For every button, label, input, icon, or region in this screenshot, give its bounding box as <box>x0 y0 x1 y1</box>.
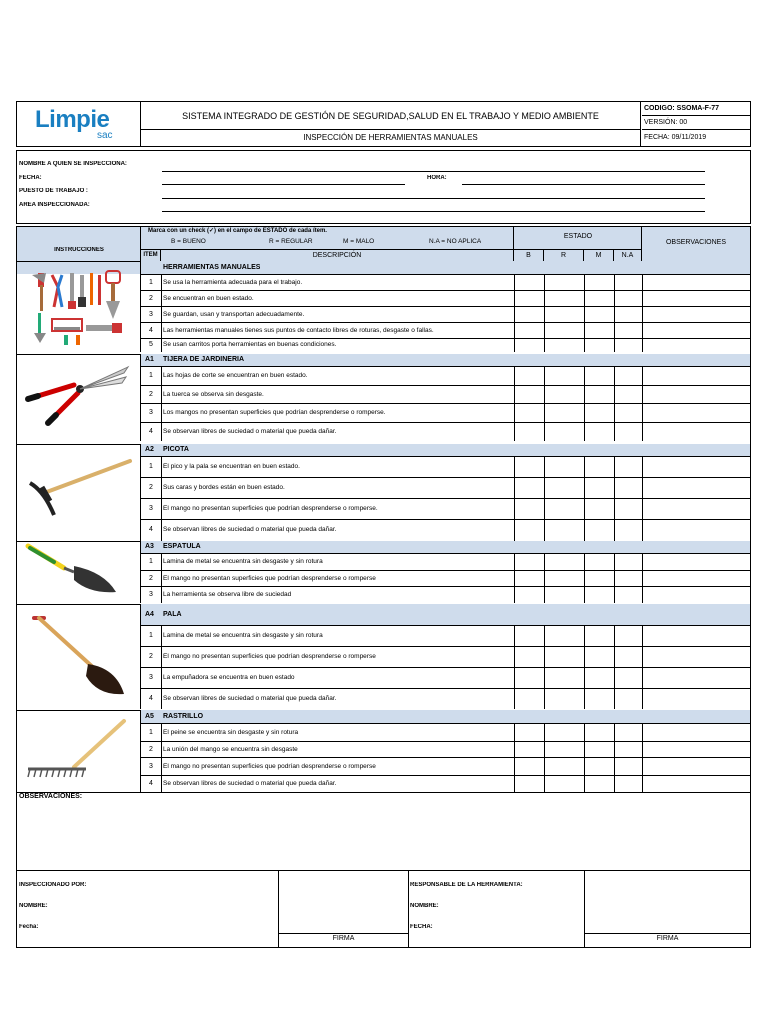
section-image-rake <box>17 710 141 793</box>
check-r[interactable] <box>544 499 584 520</box>
nombre2-label: NOMBRE: <box>410 903 439 909</box>
check-r[interactable] <box>544 404 584 423</box>
check-b[interactable] <box>514 742 544 758</box>
item-number: 1 <box>149 463 153 470</box>
observation-cell[interactable] <box>643 478 750 499</box>
section-code: A5 <box>145 712 154 720</box>
check-m[interactable] <box>584 457 614 478</box>
descripcion-header: DESCRIPCIÓN <box>161 250 514 261</box>
inspeccionado-label: INSPECCIONADO POR: <box>19 882 87 888</box>
section-image-hand-trowel <box>17 541 141 603</box>
check-b[interactable] <box>514 423 544 441</box>
observaciones-label: OBSERVACIONES <box>665 239 727 246</box>
item-number: 2 <box>149 574 153 582</box>
area-field[interactable] <box>162 211 705 212</box>
item-description: La herramienta se observa libre de suciedad <box>163 590 292 598</box>
section-code: A2 <box>145 446 154 453</box>
item-description: El pico y la pala se encuentran en buen estado. <box>163 463 300 470</box>
check-b[interactable] <box>514 457 544 478</box>
check-r[interactable] <box>544 742 584 758</box>
check-r[interactable] <box>544 668 584 689</box>
observaciones-box[interactable] <box>16 793 751 871</box>
check-na[interactable] <box>614 587 642 603</box>
check-r[interactable] <box>544 307 584 323</box>
item-number: 2 <box>149 745 153 753</box>
item-number: 2 <box>149 390 153 398</box>
legend-regular: R = REGULAR <box>269 238 313 245</box>
check-b[interactable] <box>514 275 544 291</box>
observation-cell[interactable] <box>643 275 750 291</box>
section-title-row <box>141 444 750 457</box>
check-b[interactable] <box>514 626 544 647</box>
observation-cell[interactable] <box>643 499 750 520</box>
check-na[interactable] <box>614 554 642 571</box>
observation-cell[interactable] <box>643 291 750 307</box>
section-image-hand-tools-set <box>17 261 141 352</box>
document-subtitle: INSPECCIÓN DE HERRAMIENTAS MANUALES <box>141 130 641 146</box>
item-description: Lamina de metal se encuentra sin desgaste y sin rotura <box>163 632 323 639</box>
item-number: 2 <box>149 484 153 491</box>
section-image-garden-shears <box>17 354 141 441</box>
check-b[interactable] <box>514 339 544 352</box>
check-b[interactable] <box>514 587 544 603</box>
item-number: 2 <box>149 294 153 302</box>
section-title-row <box>141 354 750 367</box>
legend-malo: M = MALO <box>343 238 375 245</box>
observation-cell[interactable] <box>643 587 750 603</box>
check-m[interactable] <box>584 291 614 307</box>
check-r[interactable] <box>544 457 584 478</box>
firma-2: FIRMA <box>656 935 679 942</box>
check-b[interactable] <box>514 323 544 339</box>
fecha-sign-label: Fecha: <box>19 924 39 930</box>
section-title: HERRAMIENTAS MANUALES <box>163 263 261 271</box>
item-description: Las hojas de corte se encuentran en buen estado. <box>163 372 308 379</box>
check-m[interactable] <box>584 386 614 404</box>
check-r[interactable] <box>544 339 584 352</box>
info-block <box>16 150 751 224</box>
check-na[interactable] <box>614 339 642 352</box>
check-m[interactable] <box>584 339 614 352</box>
item-number: 3 <box>149 409 153 416</box>
observation-cell[interactable] <box>643 367 750 386</box>
item-number: 4 <box>149 694 153 702</box>
observation-cell[interactable] <box>643 520 750 541</box>
item-number: 2 <box>149 653 153 660</box>
check-r[interactable] <box>544 291 584 307</box>
section-title-row <box>141 541 750 554</box>
check-r[interactable] <box>544 758 584 776</box>
check-na[interactable] <box>614 689 642 709</box>
item-number: 1 <box>149 632 153 639</box>
section-title-row <box>141 710 750 724</box>
check-na[interactable] <box>614 776 642 793</box>
check-b[interactable] <box>514 571 544 587</box>
item-description: La unión del mango se encuentra sin desgaste <box>163 745 298 753</box>
item-description: Se usan carritos porta herramientas en buenas condiciones. <box>163 341 337 348</box>
check-na[interactable] <box>614 742 642 758</box>
check-r[interactable] <box>544 423 584 441</box>
col-m-header: M <box>584 250 614 261</box>
inspection-table <box>16 226 751 793</box>
check-m[interactable] <box>584 571 614 587</box>
check-r[interactable] <box>544 275 584 291</box>
logo-sub: sac <box>97 130 113 141</box>
check-m[interactable] <box>584 478 614 499</box>
instructions-label: INSTRUCCIONES <box>54 247 104 253</box>
check-m[interactable] <box>584 668 614 689</box>
item-number: 1 <box>149 558 153 565</box>
signature-area-1[interactable] <box>279 871 408 933</box>
check-na[interactable] <box>614 571 642 587</box>
check-na[interactable] <box>614 386 642 404</box>
item-number: 3 <box>149 310 153 318</box>
check-na[interactable] <box>614 275 642 291</box>
logo-text: Limpie <box>35 106 110 133</box>
item-number: 1 <box>149 372 153 379</box>
nombre-sign-label: NOMBRE: <box>19 903 48 909</box>
document-code: CODIGO: SSOMA-F-77 <box>642 102 750 116</box>
check-m[interactable] <box>584 423 614 441</box>
fecha2-label: FECHA: <box>410 924 433 930</box>
observation-cell[interactable] <box>643 423 750 441</box>
check-m[interactable] <box>584 776 614 793</box>
check-m[interactable] <box>584 689 614 709</box>
check-na[interactable] <box>614 668 642 689</box>
check-m[interactable] <box>584 367 614 386</box>
observation-cell[interactable] <box>643 626 750 647</box>
section-image-pickaxe <box>17 444 141 541</box>
item-description: Se observan libres de suciedad o material que pueda dañar. <box>163 780 337 787</box>
check-m[interactable] <box>584 742 614 758</box>
fecha-field[interactable] <box>162 184 405 185</box>
section-title: ESPÁTULA <box>163 543 201 550</box>
section-title: RASTRILLO <box>163 712 204 720</box>
observation-cell[interactable] <box>643 404 750 423</box>
item-number: 4 <box>149 326 153 334</box>
check-na[interactable] <box>614 758 642 776</box>
nombre-field[interactable] <box>162 171 705 172</box>
check-na[interactable] <box>614 457 642 478</box>
item-description: Se guardan, usan y transportan adecuadamente. <box>163 310 305 318</box>
observation-cell[interactable] <box>643 776 750 793</box>
area-label: ÁREA INSPECCIONADA: <box>19 202 90 208</box>
check-b[interactable] <box>514 554 544 571</box>
observation-cell[interactable] <box>643 554 750 571</box>
check-m[interactable] <box>584 307 614 323</box>
check-m[interactable] <box>584 404 614 423</box>
firma-1: FIRMA <box>332 935 355 942</box>
section-title: TIJERA DE JARDINERIA <box>163 356 245 363</box>
hora-label: HORA: <box>427 175 447 181</box>
check-b[interactable] <box>514 776 544 793</box>
check-b[interactable] <box>514 724 544 742</box>
check-b[interactable] <box>514 668 544 689</box>
item-description: Lamina de metal se encuentra sin desgaste y sin rotura <box>163 558 323 565</box>
section-title-row <box>141 604 750 626</box>
item-description: El peine se encuentra sin desgaste y sin rotura <box>163 728 299 736</box>
item-description: La empuñadora se encuentra en buen estado <box>163 674 295 681</box>
puesto-field[interactable] <box>162 198 705 199</box>
check-m[interactable] <box>584 587 614 603</box>
responsable-label: RESPONSABLE DE LA HERRAMIENTA: <box>410 882 523 888</box>
check-na[interactable] <box>614 724 642 742</box>
observation-cell[interactable] <box>643 571 750 587</box>
section-code: A3 <box>145 543 154 550</box>
item-number: 4 <box>149 526 153 533</box>
item-description: Se observan libres de suciedad o material que pueda dañar. <box>163 694 337 702</box>
document-title: SISTEMA INTEGRADO DE GESTIÓN DE SEGURIDAD,SALUD EN EL TRABAJO Y MEDIO AMBIENTE <box>141 102 641 130</box>
check-m[interactable] <box>584 520 614 541</box>
item-number: 4 <box>149 427 153 435</box>
check-m[interactable] <box>584 554 614 571</box>
check-na[interactable] <box>614 499 642 520</box>
item-description: Se usa la herramienta adecuada para el trabajo. <box>163 278 303 286</box>
section-image-shovel <box>17 604 141 709</box>
observation-cell[interactable] <box>643 386 750 404</box>
check-m[interactable] <box>584 647 614 668</box>
item-number: 1 <box>149 728 153 736</box>
check-b[interactable] <box>514 291 544 307</box>
observation-cell[interactable] <box>643 339 750 352</box>
check-r[interactable] <box>544 647 584 668</box>
item-description: Sus caras y bordes están en buen estado. <box>163 484 285 491</box>
check-b[interactable] <box>514 386 544 404</box>
check-na[interactable] <box>614 478 642 499</box>
check-b[interactable] <box>514 499 544 520</box>
marca-note: Marca con un check (✓) en el campo de ESTADO de cada ítem. <box>148 228 327 234</box>
check-na[interactable] <box>614 323 642 339</box>
observation-cell[interactable] <box>643 323 750 339</box>
check-na[interactable] <box>614 291 642 307</box>
observation-cell[interactable] <box>643 307 750 323</box>
check-b[interactable] <box>514 689 544 709</box>
puesto-label: PUESTO DE TRABAJO : <box>19 188 88 194</box>
item-description: El mango no presentan superficies que podrían desprenderse o romperse. <box>163 505 378 512</box>
item-number: 3 <box>149 590 153 598</box>
check-m[interactable] <box>584 758 614 776</box>
check-na[interactable] <box>614 626 642 647</box>
observation-cell[interactable] <box>643 647 750 668</box>
item-number: 4 <box>149 780 153 787</box>
check-b[interactable] <box>514 404 544 423</box>
signature-block <box>16 871 751 948</box>
check-b[interactable] <box>514 367 544 386</box>
fecha-label: FECHA: <box>19 175 42 181</box>
observation-cell[interactable] <box>643 724 750 742</box>
logo <box>17 102 141 146</box>
observation-cell[interactable] <box>643 668 750 689</box>
check-r[interactable] <box>544 323 584 339</box>
col-na-header: N.A <box>614 250 642 261</box>
item-number: 1 <box>149 278 153 286</box>
item-number: 3 <box>149 505 153 512</box>
col-b-header: B <box>514 250 544 261</box>
check-b[interactable] <box>514 758 544 776</box>
signature-area-2[interactable] <box>585 871 750 933</box>
item-description: Las herramientas manuales tienes sus puntos de contacto libres de roturas, desgaste o fallas. <box>163 326 434 334</box>
observation-cell[interactable] <box>643 758 750 776</box>
check-r[interactable] <box>544 571 584 587</box>
item-description: Los mangos no presentan superficies que podrían desprenderse o romperse. <box>163 409 386 416</box>
check-r[interactable] <box>544 520 584 541</box>
check-m[interactable] <box>584 724 614 742</box>
check-m[interactable] <box>584 626 614 647</box>
form-header <box>16 101 751 147</box>
observation-cell[interactable] <box>643 457 750 478</box>
item-description: El mango no presentan superficies que podrían desprenderse o romperse <box>163 762 376 770</box>
item-number: 5 <box>149 341 153 348</box>
item-description: Se encuentran en buen estado. <box>163 294 254 302</box>
document-version: VERSIÓN: 00 <box>642 116 750 130</box>
check-m[interactable] <box>584 499 614 520</box>
section-code: A1 <box>145 356 154 363</box>
observation-cell[interactable] <box>643 742 750 758</box>
check-na[interactable] <box>614 423 642 441</box>
observation-cell[interactable] <box>643 689 750 709</box>
check-m[interactable] <box>584 323 614 339</box>
check-r[interactable] <box>544 776 584 793</box>
item-description: El mango no presentan superficies que podrían desprenderse o romperse <box>163 653 376 660</box>
check-na[interactable] <box>614 404 642 423</box>
check-b[interactable] <box>514 520 544 541</box>
col-r-header: R <box>544 250 584 261</box>
check-r[interactable] <box>544 478 584 499</box>
check-r[interactable] <box>544 367 584 386</box>
item-header: ITEM <box>141 250 161 261</box>
legend-na: N.A = NO APLICA <box>429 238 482 245</box>
nombre-label: NOMBRE A QUIEN SE INSPECCIONA: <box>19 161 127 167</box>
item-description: Se observan libres de suciedad o material que pueda dañar. <box>163 526 337 533</box>
check-na[interactable] <box>614 647 642 668</box>
check-r[interactable] <box>544 386 584 404</box>
check-r[interactable] <box>544 626 584 647</box>
item-number: 3 <box>149 762 153 770</box>
check-na[interactable] <box>614 367 642 386</box>
observaciones-footer-label: OBSERVACIONES: <box>19 793 83 800</box>
check-na[interactable] <box>614 307 642 323</box>
legend-bueno: B = BUENO <box>171 238 206 245</box>
section-title-row <box>141 261 750 275</box>
item-description: Se observan libres de suciedad o material que pueda dañar. <box>163 427 337 435</box>
check-b[interactable] <box>514 647 544 668</box>
check-r[interactable] <box>544 587 584 603</box>
check-r[interactable] <box>544 724 584 742</box>
check-r[interactable] <box>544 689 584 709</box>
hora-field[interactable] <box>462 184 705 185</box>
item-number: 3 <box>149 674 153 681</box>
legend-cell <box>141 227 514 250</box>
section-title: PALA <box>163 610 182 618</box>
check-b[interactable] <box>514 478 544 499</box>
check-r[interactable] <box>544 554 584 571</box>
section-code: A4 <box>145 610 154 618</box>
item-description: El mango no presentan superficies que podrían desprenderse o romperse <box>163 574 376 582</box>
check-m[interactable] <box>584 275 614 291</box>
check-b[interactable] <box>514 307 544 323</box>
item-description: La tuerca se observa sin desgaste. <box>163 390 264 398</box>
section-title: PICOTA <box>163 446 189 453</box>
document-date: FECHA: 09/11/2019 <box>644 134 707 141</box>
check-na[interactable] <box>614 520 642 541</box>
estado-cell <box>514 227 642 250</box>
estado-label: ESTADO <box>563 233 593 240</box>
